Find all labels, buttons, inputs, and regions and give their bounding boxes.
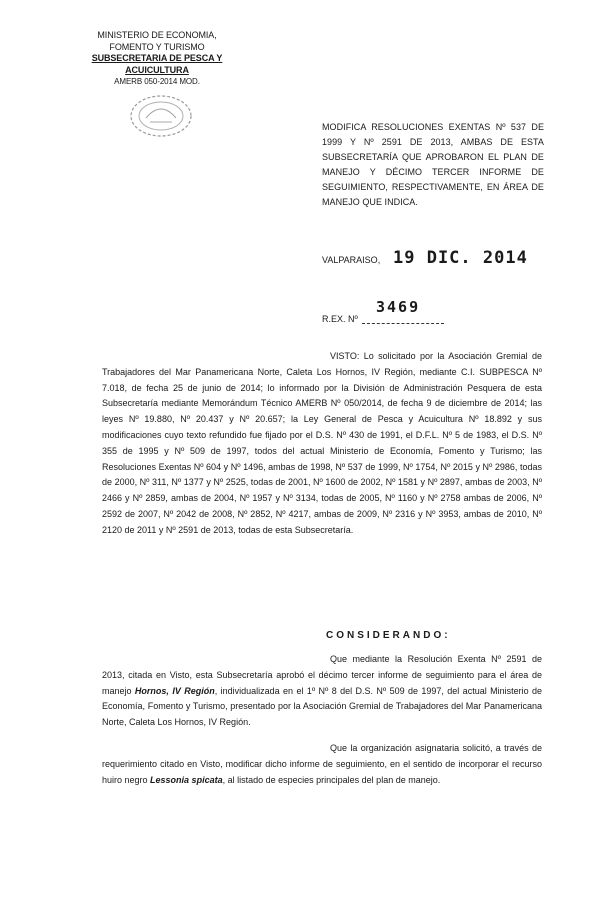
undersecretariat-name: SUBSECRETARIA DE PESCA Y ACUICULTURA — [91, 53, 223, 75]
visto-paragraph: VISTO: Lo solicitado por la Asociación Gremial de Trabajadores del Mar Panamericana Norte, Caleta Los Hornos, IV Región, mediante C.I. SUBPESCA Nº 7.018, de fecha 25 de junio de 2014; lo informado por la División de Administración Pesquera de esta Subsecretaría mediante Memorándum Técnico AMERB Nº 050/2014, de fecha 9 de diciembre de 2014; las leyes Nº 19.880, Nº 20.437 y Nº 20.657; la Ley General de Pesca y Acuicultura Nº 18.892 y sus modificaciones cuyo texto refundido fue fijado por el D.S. Nº 430 de 1991, el D.F.L. Nº 5 de 1983, el D.S. Nº 355 de 1995 y Nº 509 de 1997, todos del actual Ministerio de Economía, Fomento y Turismo; las Resoluciones Exentas Nº 604 y Nº 1496, ambas de 1998, Nº 537 de 1999, Nº 1754, Nº 2015 y Nº 2986, todas de 2000, Nº 311, Nº 1377 y Nº 2525, todas de 2001, Nº 1600 de 2002, Nº 1581 y Nº 2897, ambas de 2003, Nº 2466 y Nº 2859, ambas de 2004, Nº 1957 y Nº 3134, todas de 2005, Nº 1160 y Nº 2758 ambas de 2006, Nº 2592 de 2007, Nº 2042 de 2008, Nº 2852, Nº 4217, ambas de 2009, Nº 2316 y Nº 3953, ambas de 2010, Nº 2120 de 2011 y Nº 2591 de 2013, todas de esta Subsecretaría. — [102, 351, 542, 535]
place-label: VALPARAISO, — [322, 255, 381, 265]
ministry-name: MINISTERIO DE ECONOMIA, — [97, 30, 217, 40]
resolution-number: 3469 — [376, 298, 421, 316]
p2-text-a: Que mediante la Resolución Exenta Nº 2591 de 2013, citada en Visto, esta Subsecretaría aprobó el décimo tercer informe de seguimiento para el área de manejo — [102, 654, 542, 696]
area-name: Hornos, IV Región — [134, 685, 215, 696]
p3-text-c: , al listado de especies principales del plan de manejo. — [222, 774, 441, 785]
resolution-number-line — [362, 323, 444, 324]
p3-text-a: Que la organización asignataria solicitó, a través de requerimiento citado en Visto, modificar dicho informe de seguimiento, en el sentido de incorporar el recurso huiro negro — [102, 743, 542, 785]
considerando-paragraph-1 — [102, 652, 542, 731]
letterhead — [62, 30, 252, 88]
official-seal-icon — [126, 92, 196, 140]
considerando-paragraph-2 — [102, 741, 542, 788]
p2-text-c: , individualizada en el 1º Nº 8 del D.S. Nº 509 de 1997, del actual Ministerio de Economía, Fomento y Turismo, presentado por la Asociación Gremial de Trabajadores del Mar Panamericana Norte, Caleta Los Hornos, IV Región. — [102, 685, 543, 728]
ministry-name-cont: FOMENTO Y TURISMO — [109, 41, 205, 52]
date-stamp: 19 DIC. 2014 — [393, 248, 528, 268]
considerando-heading: CONSIDERANDO: — [326, 630, 451, 641]
resolution-number-label: R.EX. Nº — [322, 314, 358, 324]
species-name: Lessonia spicata — [150, 774, 223, 785]
file-reference: AMERB 050-2014 MOD. — [114, 77, 200, 86]
resolution-summary: MODIFICA RESOLUCIONES EXENTAS Nº 537 DE 1999 Y Nº 2591 DE 2013, AMBAS DE ESTA SUBSECRETARÍA QUE APROBARON EL PLAN DE MANEJO Y DÉCIMO TERCER INFORME DE SEGUIMIENTO, RESPECTIVAMENTE, EN ÁREA DE MANEJO QUE INDICA. — [322, 122, 544, 207]
